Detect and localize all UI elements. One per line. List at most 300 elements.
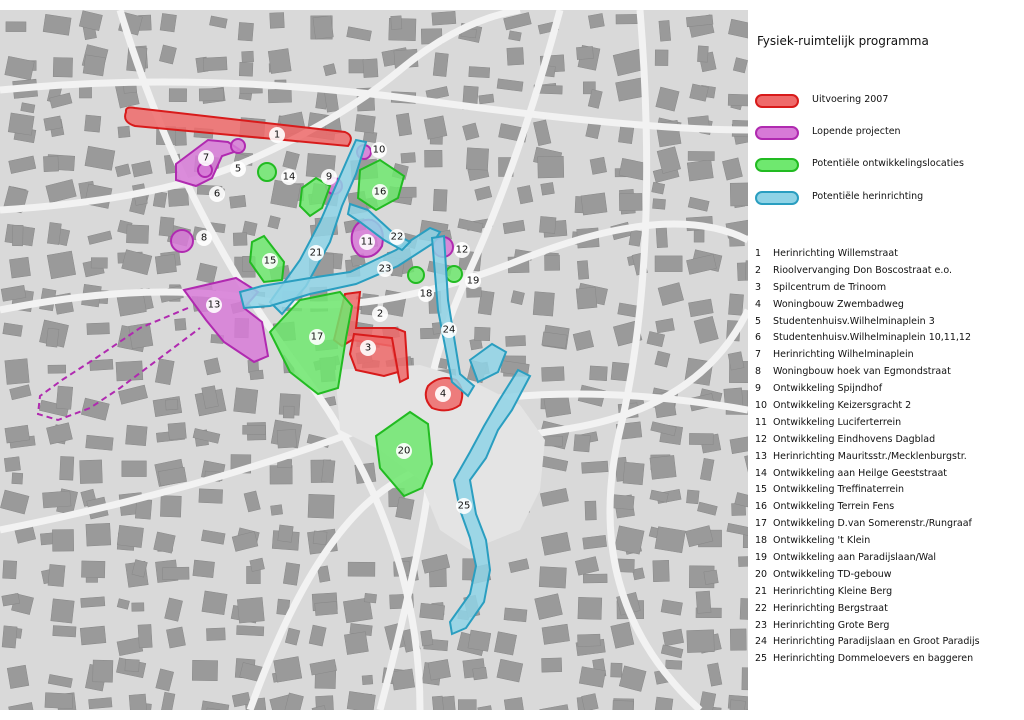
building-block — [229, 195, 246, 208]
building-block — [271, 505, 283, 516]
building-block — [91, 258, 107, 269]
project-name: Herinrichting Willemstraat — [773, 248, 898, 259]
project-list-item — [755, 383, 1017, 400]
project-list-item — [755, 484, 1017, 501]
building-block — [238, 22, 254, 41]
building-block — [175, 318, 187, 330]
project-number: 1 — [755, 248, 762, 259]
building-block — [48, 564, 65, 586]
building-block — [613, 700, 634, 710]
building-block — [160, 496, 181, 518]
project-list-item — [755, 299, 1017, 316]
building-block — [268, 49, 291, 74]
building-block — [5, 425, 30, 443]
legend-item-2 — [755, 124, 1017, 142]
project-name: Herinrichting Wilhelminaplein — [773, 349, 914, 361]
legend-swatch — [755, 126, 799, 140]
building-block — [53, 57, 72, 77]
building-block — [81, 597, 105, 608]
zone-8-van-egmondstraat[interactable] — [171, 230, 193, 252]
map-canvas — [0, 10, 748, 710]
building-block — [704, 570, 719, 585]
project-name: Rioolvervanging Don Boscostraat e.o. — [773, 264, 953, 276]
building-block — [199, 489, 223, 504]
project-number: 9 — [755, 383, 762, 395]
building-block — [687, 160, 713, 181]
building-block — [542, 658, 562, 672]
project-number: 25 — [755, 653, 768, 665]
zone-label-1: 1 — [273, 129, 281, 141]
legend-swatch — [755, 94, 799, 108]
building-block — [129, 694, 147, 710]
building-block — [166, 627, 185, 648]
project-number: 21 — [755, 585, 768, 597]
building-block — [250, 558, 265, 571]
building-block — [581, 461, 608, 473]
zone-label-20: 20 — [397, 445, 411, 457]
building-block — [509, 31, 522, 41]
zone-5-wilhelminaplein-3[interactable] — [231, 139, 245, 153]
building-block — [122, 461, 147, 477]
zone-18-t-klein[interactable] — [408, 267, 424, 283]
project-number: 17 — [755, 518, 768, 530]
project-name: Ontwikkeling Keizersgracht 2 — [773, 400, 912, 412]
project-name: Herinrichting Grote Berg — [773, 619, 890, 631]
project-list-item — [755, 316, 1017, 333]
building-block — [391, 16, 402, 30]
building-block — [581, 193, 607, 215]
building-block — [728, 294, 743, 316]
building-block — [6, 22, 26, 32]
building-block — [730, 700, 746, 710]
project-name: Spilcentrum de Trinoom — [773, 281, 887, 293]
building-block — [138, 624, 152, 648]
building-block — [466, 148, 488, 170]
building-block — [479, 94, 494, 104]
zone-label-21: 21 — [309, 247, 323, 259]
project-name: Herinrichting Kleine Berg — [773, 585, 893, 597]
zone-label-9: 9 — [325, 171, 333, 183]
building-block — [355, 114, 375, 133]
zone-label-10: 10 — [372, 144, 386, 156]
building-block — [588, 13, 604, 28]
project-name: Woningbouw Zwembadweg — [773, 298, 904, 310]
building-block — [236, 626, 263, 636]
project-name: Ontwikkeling aan Paradijslaan/Wal — [773, 552, 937, 564]
building-block — [728, 352, 744, 370]
building-block — [274, 657, 302, 683]
building-block — [538, 156, 564, 178]
building-block — [90, 359, 113, 370]
building-block — [396, 497, 415, 519]
project-number: 3 — [755, 281, 762, 293]
building-block — [574, 434, 591, 451]
building-block — [458, 700, 476, 710]
building-block — [730, 629, 746, 651]
zone-label-17: 17 — [310, 331, 324, 343]
project-name: Ontwikkeling Spijndhof — [773, 383, 883, 395]
legend-item-4 — [755, 189, 1017, 207]
building-block — [654, 697, 673, 710]
building-block — [362, 675, 373, 685]
zone-label-11: 11 — [360, 236, 374, 248]
project-list — [755, 248, 1017, 670]
project-number: 23 — [755, 619, 768, 631]
building-block — [650, 455, 676, 479]
zone-label-16: 16 — [373, 186, 387, 198]
building-block — [270, 12, 285, 28]
building-block — [80, 460, 103, 484]
project-name: Ontwikkeling aan Heilge Geeststraat — [773, 467, 948, 479]
building-block — [401, 152, 416, 163]
building-block — [689, 433, 713, 444]
building-block — [582, 694, 599, 710]
building-block — [51, 599, 74, 623]
building-block — [9, 257, 30, 278]
building-block — [159, 217, 174, 237]
project-number: 22 — [755, 602, 768, 614]
building-block — [7, 665, 29, 688]
project-name: Herinrichting Bergstraat — [773, 602, 888, 614]
zone-3-trinoom[interactable] — [350, 334, 398, 376]
project-name: Studentenhuisv.Wilhelminaplein 10,11,12 — [773, 332, 972, 344]
building-block — [277, 429, 297, 448]
building-block — [169, 89, 187, 102]
building-block — [432, 696, 444, 710]
building-block — [655, 256, 682, 272]
building-block — [474, 327, 490, 341]
building-block — [315, 601, 338, 615]
building-block — [659, 20, 671, 41]
project-name: Studentenhuisv.Wilhelminaplein 3 — [773, 315, 935, 327]
project-list-item — [755, 434, 1017, 451]
project-number: 15 — [755, 484, 768, 496]
building-block — [89, 697, 113, 708]
project-list-item — [755, 518, 1017, 535]
project-number: 7 — [755, 349, 762, 361]
building-block — [126, 425, 148, 446]
building-block — [270, 466, 292, 485]
building-block — [585, 501, 597, 520]
building-block — [432, 11, 456, 25]
building-block — [583, 574, 607, 583]
building-block — [3, 561, 17, 579]
building-block — [742, 668, 748, 690]
project-list-item — [755, 501, 1017, 518]
building-block — [86, 523, 111, 546]
building-block — [243, 425, 266, 434]
project-list-item — [755, 552, 1017, 569]
building-block — [203, 57, 227, 71]
legend-swatch — [755, 191, 799, 205]
building-block — [43, 14, 71, 35]
zone-label-18: 18 — [419, 288, 433, 300]
project-name: Ontwikkeling Treffinaterrein — [773, 484, 904, 496]
building-block — [653, 560, 670, 581]
building-block — [117, 525, 143, 547]
project-name: Ontwikkeling Eindhovens Dagblad — [773, 433, 936, 445]
building-block — [86, 435, 114, 450]
project-list-item — [755, 349, 1017, 366]
building-block — [466, 287, 481, 297]
building-block — [45, 693, 73, 709]
building-block — [391, 669, 414, 690]
project-name: Ontwikkeling 't Klein — [773, 535, 871, 547]
building-block — [738, 556, 748, 567]
project-number: 12 — [755, 433, 768, 445]
building-block — [250, 370, 264, 380]
building-block — [278, 525, 293, 542]
project-number: 18 — [755, 535, 768, 547]
building-block — [8, 113, 34, 135]
building-block — [420, 603, 445, 620]
project-list-item — [755, 586, 1017, 603]
building-block — [239, 62, 253, 76]
project-list-item — [755, 468, 1017, 485]
building-block — [160, 13, 176, 32]
project-number: 10 — [755, 400, 768, 412]
building-block — [576, 46, 593, 59]
project-list-item — [755, 265, 1017, 282]
project-list-item — [755, 451, 1017, 468]
project-list-item — [755, 569, 1017, 586]
building-block — [655, 50, 668, 66]
building-block — [47, 222, 61, 244]
project-name: Ontwikkeling D.van Somerenstr./Rungraaf — [773, 518, 972, 530]
project-name: Herinrichting Mauritsstr./Mecklenburgstr. — [773, 450, 967, 462]
building-block — [83, 55, 106, 76]
zone-label-2: 2 — [376, 308, 384, 320]
project-list-item — [755, 248, 1017, 265]
project-name: Ontwikkeling TD-gebouw — [773, 568, 892, 580]
project-name: Ontwikkeling Luciferterrein — [773, 416, 902, 428]
building-block — [155, 254, 176, 274]
zone-label-8: 8 — [200, 232, 208, 244]
building-block — [2, 626, 17, 648]
building-block — [730, 183, 748, 206]
building-block — [619, 193, 642, 210]
building-block — [126, 225, 148, 244]
building-block — [542, 367, 565, 382]
project-list-item — [755, 653, 1017, 670]
zone-label-6: 6 — [213, 188, 221, 200]
building-block — [494, 632, 516, 655]
building-block — [655, 527, 686, 553]
building-block — [153, 191, 167, 207]
project-number: 24 — [755, 636, 768, 648]
building-block — [533, 292, 554, 316]
building-block — [504, 608, 527, 622]
building-block — [653, 199, 666, 210]
building-block — [12, 473, 23, 484]
city-map[interactable] — [0, 10, 748, 710]
building-block — [4, 457, 20, 472]
building-block — [616, 14, 637, 24]
building-block — [283, 406, 294, 418]
building-block — [322, 460, 336, 483]
building-block — [469, 67, 490, 78]
zone-label-7: 7 — [202, 152, 210, 164]
building-block — [165, 399, 178, 410]
project-number: 4 — [755, 298, 762, 310]
building-block — [283, 562, 300, 585]
building-block — [686, 490, 699, 504]
project-list-item — [755, 400, 1017, 417]
zone-label-12: 12 — [455, 244, 469, 256]
legend-label: Uitvoering 2007 — [812, 94, 889, 105]
building-block — [421, 630, 433, 646]
project-number: 2 — [755, 264, 762, 276]
legend-panel — [755, 0, 1020, 720]
zone-label-25: 25 — [457, 500, 471, 512]
project-number: 11 — [755, 416, 768, 428]
building-block — [433, 189, 447, 211]
project-list-item — [755, 636, 1017, 653]
building-block — [468, 630, 491, 651]
project-list-item — [755, 603, 1017, 620]
project-name: Ontwikkeling Terrein Fens — [773, 501, 895, 513]
project-list-item — [755, 535, 1017, 552]
building-block — [132, 603, 144, 612]
building-block — [424, 116, 447, 140]
zone-label-23: 23 — [378, 263, 392, 275]
building-block — [162, 567, 189, 580]
project-number: 8 — [755, 366, 762, 378]
project-list-item — [755, 332, 1017, 349]
building-block — [578, 597, 602, 619]
building-block — [614, 526, 644, 554]
building-block — [116, 361, 143, 381]
building-block — [234, 388, 258, 414]
building-block — [611, 663, 623, 677]
zone-label-24: 24 — [442, 324, 456, 336]
building-block — [47, 251, 76, 279]
building-block — [590, 366, 608, 381]
legend-label: Lopende projecten — [812, 126, 901, 137]
zone-label-5: 5 — [234, 163, 242, 175]
project-number: 6 — [755, 332, 762, 344]
legend-item-1 — [755, 92, 1017, 110]
zone-14-heilige-geeststraat[interactable] — [258, 163, 276, 181]
building-block — [118, 126, 130, 138]
building-block — [665, 660, 682, 670]
building-block — [576, 287, 597, 309]
building-block — [237, 597, 264, 623]
building-block — [539, 567, 566, 589]
building-block — [688, 151, 714, 160]
building-block — [363, 59, 378, 78]
building-block — [125, 659, 139, 671]
project-number: 13 — [755, 450, 768, 462]
zone-label-14: 14 — [282, 171, 296, 183]
zone-label-15: 15 — [263, 255, 277, 267]
building-block — [46, 328, 59, 347]
building-block — [313, 16, 333, 39]
building-block — [308, 494, 334, 518]
building-block — [541, 182, 555, 195]
building-block — [745, 261, 748, 281]
building-block — [539, 216, 556, 233]
building-block — [168, 188, 189, 206]
building-block — [168, 422, 186, 439]
building-block — [242, 51, 254, 62]
zone-label-13: 13 — [207, 299, 221, 311]
building-block — [511, 291, 525, 305]
building-block — [93, 660, 113, 682]
building-block — [573, 330, 594, 350]
building-block — [687, 630, 715, 653]
building-block — [618, 126, 633, 144]
building-block — [740, 598, 748, 619]
building-block — [199, 88, 223, 101]
building-block — [5, 359, 29, 385]
building-block — [728, 94, 748, 106]
building-block — [629, 230, 642, 246]
building-block — [424, 150, 442, 167]
project-number: 14 — [755, 467, 768, 479]
zone-label-19: 19 — [466, 275, 480, 287]
legend-item-3 — [755, 156, 1017, 174]
building-block — [87, 323, 110, 335]
legend-title: Fysiek-ruimtelijk programma — [757, 34, 929, 48]
building-block — [53, 626, 76, 637]
building-block — [80, 626, 106, 645]
building-block — [12, 225, 23, 246]
building-block — [233, 233, 247, 246]
building-block — [578, 634, 601, 646]
project-number: 16 — [755, 501, 768, 513]
legend-label: Potentiële herinrichting — [812, 191, 924, 202]
building-block — [506, 335, 526, 346]
building-block — [590, 157, 607, 174]
legend-label: Potentiële ontwikkelingslocaties — [812, 158, 964, 169]
zone-19-paradijslaan-wal[interactable] — [446, 266, 462, 282]
building-block — [42, 491, 71, 508]
project-list-item — [755, 417, 1017, 434]
building-block — [81, 561, 105, 578]
building-block — [349, 59, 364, 73]
project-name: Herinrichting Dommeloevers en baggeren — [773, 653, 974, 665]
building-block — [193, 560, 215, 578]
building-block — [268, 89, 291, 103]
building-block — [473, 667, 488, 680]
building-block — [60, 456, 74, 480]
building-block — [623, 462, 644, 485]
building-block — [48, 365, 66, 373]
project-name: Herinrichting Paradijslaan en Groot Paradijs — [773, 636, 980, 648]
building-block — [697, 46, 708, 62]
building-block — [197, 263, 218, 284]
building-block — [56, 386, 73, 409]
project-number: 20 — [755, 568, 768, 580]
building-block — [544, 395, 571, 417]
building-block — [40, 533, 54, 545]
project-number: 19 — [755, 552, 768, 564]
building-block — [542, 624, 570, 644]
building-block — [433, 53, 448, 77]
zone-label-4: 4 — [439, 388, 447, 400]
building-block — [507, 47, 524, 65]
project-number: 5 — [755, 315, 762, 327]
building-block — [84, 115, 100, 132]
building-block — [364, 593, 376, 603]
project-name: Woningbouw hoek van Egmondstraat — [773, 366, 951, 378]
building-block — [206, 628, 225, 641]
project-list-item — [755, 366, 1017, 383]
zone-label-3: 3 — [364, 342, 372, 354]
zone-label-22: 22 — [390, 231, 404, 243]
building-block — [52, 529, 73, 551]
